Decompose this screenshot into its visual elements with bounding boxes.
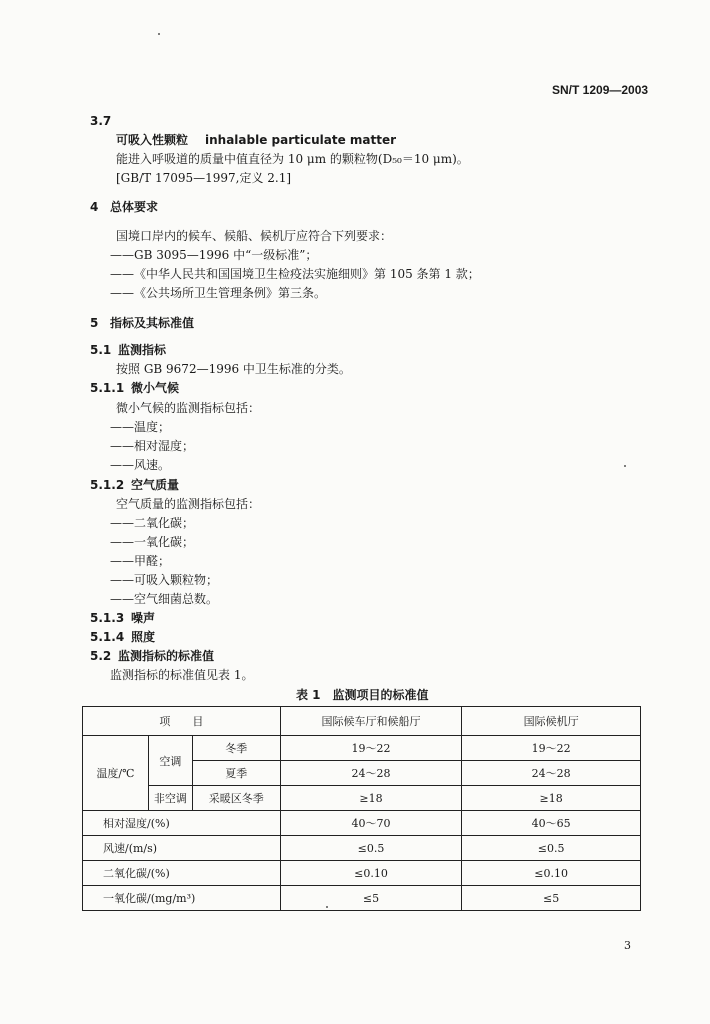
header-airport-hall: 国际候机厅 [462,707,641,736]
temperature-label: 温度/℃ [83,736,149,811]
table-cell: 24～28 [280,761,462,786]
table-cell: ≤5 [280,886,462,911]
section-5-1-4-title: 照度 [131,630,156,644]
term-reference: [GB/T 17095—1997,定义 2.1] [116,171,292,185]
table-cell: ≤5 [462,886,641,911]
list-item: ——二氧化碳； [110,516,195,530]
scan-speck [326,906,328,908]
section-5-1-3-title: 噪声 [131,611,156,625]
list-item: ——《公共场所卫生管理条例》第三条。 [110,286,327,300]
table-cell: 40～65 [462,811,641,836]
section-5-1-3-number: 5.1.3 [90,611,125,625]
section-3-7-number: 3.7 [90,114,112,128]
section-5-2-number: 5.2 [90,649,112,663]
section-5-1-2-title: 空气质量 [131,478,180,492]
table-cell: ≤0.5 [462,836,641,861]
list-item: ——相对湿度； [110,439,195,453]
air-conditioned-label: 空调 [148,736,192,786]
section-5-1-2-number: 5.1.2 [90,478,125,492]
section-5-2-title: 监测指标的标准值 [118,649,215,663]
table-row [83,861,641,886]
summer-label: 夏季 [192,761,280,786]
list-item: ——空气细菌总数。 [110,592,219,606]
humidity-label: 相对湿度/(%) [83,811,281,836]
header-item: 项 目 [83,707,281,736]
table-cell: 19～22 [280,736,462,761]
wind-speed-label: 风速/(m/s) [83,836,281,861]
table-header-row [83,707,641,736]
section-5-title: 指标及其标准值 [110,316,195,330]
section-5-1-1-number: 5.1.1 [90,381,125,395]
standard-values-table [82,706,641,911]
co-label: 一氧化碳/(mg/m³) [83,886,281,911]
table-row [83,736,641,761]
table-cell: ≤0.5 [280,836,462,861]
section-5-2-text: 监测指标的标准值见表 1。 [110,668,254,682]
page-number: 3 [624,939,631,952]
section-5-1-2-intro: 空气质量的监测指标包括： [116,497,261,511]
list-item: ——温度； [110,420,171,434]
section-5-1-1-title: 微小气候 [131,381,180,395]
table-row [83,886,641,911]
list-item: ——《中华人民共和国国境卫生检疫法实施细则》第 105 条第 1 款； [110,267,480,281]
table-cell: 24～28 [462,761,641,786]
winter-label: 冬季 [192,736,280,761]
section-4-title: 总体要求 [110,200,159,214]
table-cell: ≤0.10 [280,861,462,886]
section-5-1-1-intro: 微小气候的监测指标包括： [116,401,261,415]
list-item: ——可吸入颗粒物； [110,573,219,587]
standard-code: SN/T 1209—2003 [552,83,649,97]
section-5-1-title: 监测指标 [118,343,167,357]
section-4-intro: 国境口岸内的候车、候船、候机厅应符合下列要求： [116,229,393,243]
table-row [83,811,641,836]
scan-speck [624,465,626,467]
list-item: ——一氧化碳； [110,535,195,549]
section-5-1-4-number: 5.1.4 [90,630,125,644]
co2-label: 二氧化碳/(%) [83,861,281,886]
list-item: ——风速。 [110,458,171,472]
table-row [83,836,641,861]
scan-speck [158,33,160,35]
section-5-1-number: 5.1 [90,343,112,357]
table-cell: 40～70 [280,811,462,836]
table-row [83,786,641,811]
table-cell: ≤0.10 [462,861,641,886]
section-5-1-text: 按照 GB 9672—1996 中卫生标准的分类。 [116,362,351,376]
table-cell: 19～22 [462,736,641,761]
heating-winter-label: 采暖区冬季 [192,786,280,811]
term-english: inhalable particulate matter [205,133,397,147]
table-cell: ≥18 [462,786,641,811]
term-definition: 能进入呼吸道的质量中值直径为 10 μm 的颗粒物(D₅₀＝10 μm)。 [116,152,469,166]
list-item: ——GB 3095—1996 中“一级标准”； [110,248,318,262]
section-5-number: 5 [90,316,99,330]
table-cell: ≥18 [280,786,462,811]
table-caption: 表 1 监测项目的标准值 [296,688,429,702]
section-4-number: 4 [90,200,99,214]
header-rail-ship-hall: 国际候车厅和候船厅 [280,707,462,736]
non-air-conditioned-label: 非空调 [148,786,192,811]
term-chinese: 可吸入性颗粒 [116,133,189,147]
list-item: ——甲醛； [110,554,171,568]
